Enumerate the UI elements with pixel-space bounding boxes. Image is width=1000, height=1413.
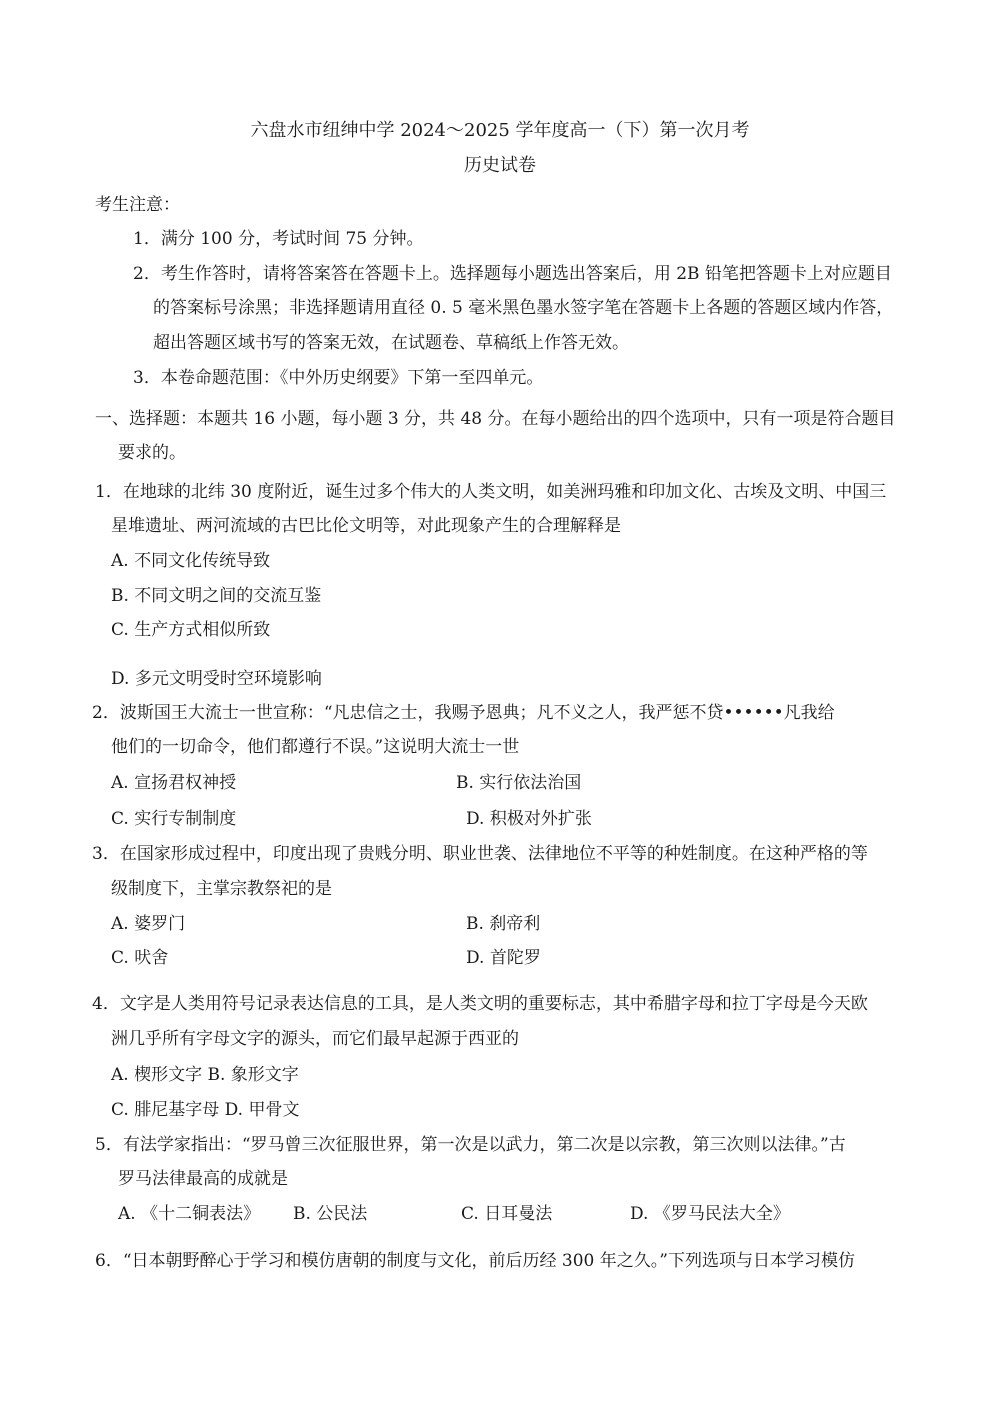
question-2-option-b: B. 实行依法治国 (456, 773, 582, 793)
question-2-line-1: 2．波斯国王大流士一世宣称：“凡忠信之士，我赐予恩典；凡不义之人，我严惩不贷••••••凡我给 (92, 703, 835, 723)
question-5-line-2: 罗马法律最高的成就是 (118, 1169, 288, 1189)
question-1-option-d: D. 多元文明受时空环境影响 (111, 669, 322, 689)
notice-heading: 考生注意： (95, 195, 180, 215)
question-5-option-d: D. 《罗马民法大全》 (630, 1204, 790, 1224)
question-1-option-a: A. 不同文化传统导致 (111, 551, 271, 571)
section-heading-line-2: 要求的。 (118, 443, 186, 463)
question-2-option-d: D. 积极对外扩张 (466, 809, 592, 829)
question-1-line-2: 星堆遗址、两河流域的古巴比伦文明等，对此现象产生的合理解释是 (111, 516, 621, 536)
question-5-option-b: B. 公民法 (293, 1204, 368, 1224)
question-5-option-c: C. 日耳曼法 (461, 1204, 553, 1224)
question-4-line-1: 4．文字是人类用符号记录表达信息的工具，是人类文明的重要标志，其中希腊字母和拉丁字母是今天欧 (92, 994, 868, 1014)
question-1-option-b: B. 不同文明之间的交流互鉴 (111, 586, 322, 606)
question-3-line-2: 级制度下，主掌宗教祭祀的是 (111, 879, 332, 899)
exam-title: 六盘水市纽绅中学 2024～2025 学年度高一（下）第一次月考 (250, 120, 750, 141)
notice-item-2-line-1: 2．考生作答时，请将答案答在答题卡上。选择题每小题选出答案后，用 2B 铅笔把答题卡上对应题目 (133, 264, 892, 284)
question-3-line-1: 3．在国家形成过程中，印度出现了贵贱分明、职业世袭、法律地位不平等的种姓制度。在这种严格的等 (92, 844, 868, 864)
notice-item-1: 1．满分 100 分，考试时间 75 分钟。 (133, 229, 424, 249)
question-1-line-1: 1．在地球的北纬 30 度附近，诞生过多个伟大的人类文明，如美洲玛雅和印加文化、古埃及文明、中国三 (95, 482, 887, 502)
question-6-line-1: 6．“日本朝野醉心于学习和模仿唐朝的制度与文化，前后历经 300 年之久。”下列选项与日本学习模仿 (95, 1251, 855, 1271)
exam-subtitle: 历史试卷 (464, 155, 536, 176)
question-4-options-line-2: C. 腓尼基字母 D. 甲骨文 (111, 1100, 300, 1120)
question-3-option-a: A. 婆罗门 (111, 914, 186, 934)
question-5-option-a: A. 《十二铜表法》 (118, 1204, 261, 1224)
question-2-option-c: C. 实行专制制度 (111, 809, 237, 829)
notice-item-3: 3．本卷命题范围：《中外历史纲要》下第一至四单元。 (133, 368, 544, 388)
question-1-option-c: C. 生产方式相似所致 (111, 620, 271, 640)
notice-item-2-line-3: 超出答题区域书写的答案无效，在试题卷、草稿纸上作答无效。 (153, 333, 629, 353)
question-4-options-line-1: A. 楔形文字 B. 象形文字 (111, 1065, 299, 1085)
question-3-option-b: B. 刹帝利 (466, 914, 541, 934)
section-heading-line-1: 一、选择题：本题共 16 小题，每小题 3 分，共 48 分。在每小题给出的四个选项中，只有一项是符合题目 (95, 409, 896, 429)
question-2-line-2: 他们的一切命令，他们都遵行不误。”这说明大流士一世 (111, 737, 520, 757)
notice-item-2-line-2: 的答案标号涂黑；非选择题请用直径 0. 5 毫米黑色墨水签字笔在答题卡上各题的答题区域内作答， (153, 298, 894, 318)
question-3-option-d: D. 首陀罗 (466, 948, 541, 968)
question-5-line-1: 5．有法学家指出：“罗马曾三次征服世界，第一次是以武力，第二次是以宗教，第三次则以法律。”古 (95, 1135, 846, 1155)
question-3-option-c: C. 吠舍 (111, 948, 169, 968)
question-4-line-2: 洲几乎所有字母文字的源头，而它们最早起源于西亚的 (111, 1029, 519, 1049)
question-2-option-a: A. 宣扬君权神授 (111, 773, 237, 793)
